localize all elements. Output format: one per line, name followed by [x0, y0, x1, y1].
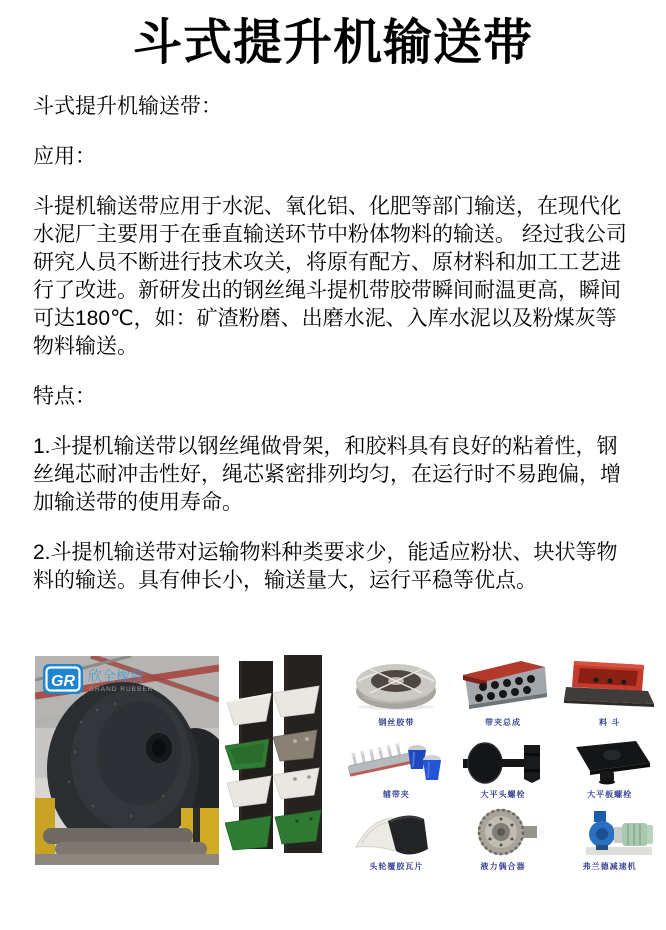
product-thumb-belt-clamp-assembly [451, 656, 556, 734]
product-thumb-flat-plate-bolt [557, 734, 662, 806]
belt-clamp-assembly-image [457, 657, 549, 713]
product-caption: 带夹总成 [484, 718, 521, 727]
logo-en-name: GRAND RUBBER [89, 686, 154, 693]
flender-reducer-image [564, 807, 656, 857]
product-gallery [0, 648, 666, 880]
product-caption: 辅带夹 [382, 790, 410, 799]
aux-belt-clamp-image [347, 739, 445, 785]
flat-head-bolt-image [457, 739, 549, 785]
product-thumb-fluid-coupling [451, 806, 556, 878]
product-caption: 钢丝胶带 [378, 718, 415, 727]
feature-item-1: 1.斗提机输送带以钢丝绳做骨架，和胶料具有良好的粘着性，钢丝绳芯耐冲击性好，绳芯紧密排列均匀，在运行时不易跑偏，增加输送带的使用寿命。 [33, 434, 621, 514]
product-caption: 大平头螺栓 [480, 790, 526, 799]
product-thumbnails-grid [344, 656, 662, 878]
features-heading: 特点： [33, 384, 96, 408]
pulley-lagging-image [350, 807, 442, 857]
logo-monogram: GR [51, 673, 75, 690]
product-thumb-hopper [557, 656, 662, 734]
intro-line: 斗式提升机输送带： [33, 94, 222, 118]
product-thumb-flat-head-bolt [451, 734, 556, 806]
steel-cord-belt-image [350, 657, 442, 713]
feature-item-2: 2.斗提机输送带对运输物料种类要求少，能适应粉状、块状等物料的输送。具有伸长小，输送量大，运行平稳等优点。 [33, 540, 618, 592]
product-thumb-aux-belt-clamp [344, 734, 449, 806]
product-caption: 料 斗 [599, 718, 621, 727]
product-caption: 液力偶合器 [480, 862, 526, 871]
grand-rubber-logo [43, 664, 153, 694]
hopper-image [564, 657, 656, 713]
flat-plate-bolt-image [564, 739, 656, 785]
product-thumb-pulley-lagging [344, 806, 449, 878]
factory-belt-roll-photo [35, 656, 219, 865]
application-heading: 应用： [33, 144, 96, 168]
product-thumb-steel-cord-belt [344, 656, 449, 734]
application-paragraph: 斗提机输送带应用于水泥、氧化铝、化肥等部门输送，在现代化水泥厂主要用于在垂直输送环节中粉体物料的输送。 经过我公司研究人员不断进行技术攻关，将原有配方、原材料和加工工艺进行了改进。新研发出的钢丝绳斗提机带胶带瞬间耐温更高，瞬间可达180℃，如：矿渣粉磨、出磨水泥、入库水泥以及粉煤灰等物料输送。 [33, 194, 627, 358]
product-caption: 弗兰德减速机 [582, 862, 637, 871]
article-body [33, 93, 633, 595]
product-caption: 头轮覆胶瓦片 [369, 862, 424, 871]
product-thumb-flender-reducer [557, 806, 662, 878]
elevator-buckets-photo [225, 651, 337, 859]
product-caption: 大平板螺栓 [587, 790, 633, 799]
fluid-coupling-image [457, 807, 549, 857]
page-title: 斗式提升机输送带 [132, 16, 533, 70]
logo-cn-name: 欣全橡胶 [88, 668, 144, 684]
